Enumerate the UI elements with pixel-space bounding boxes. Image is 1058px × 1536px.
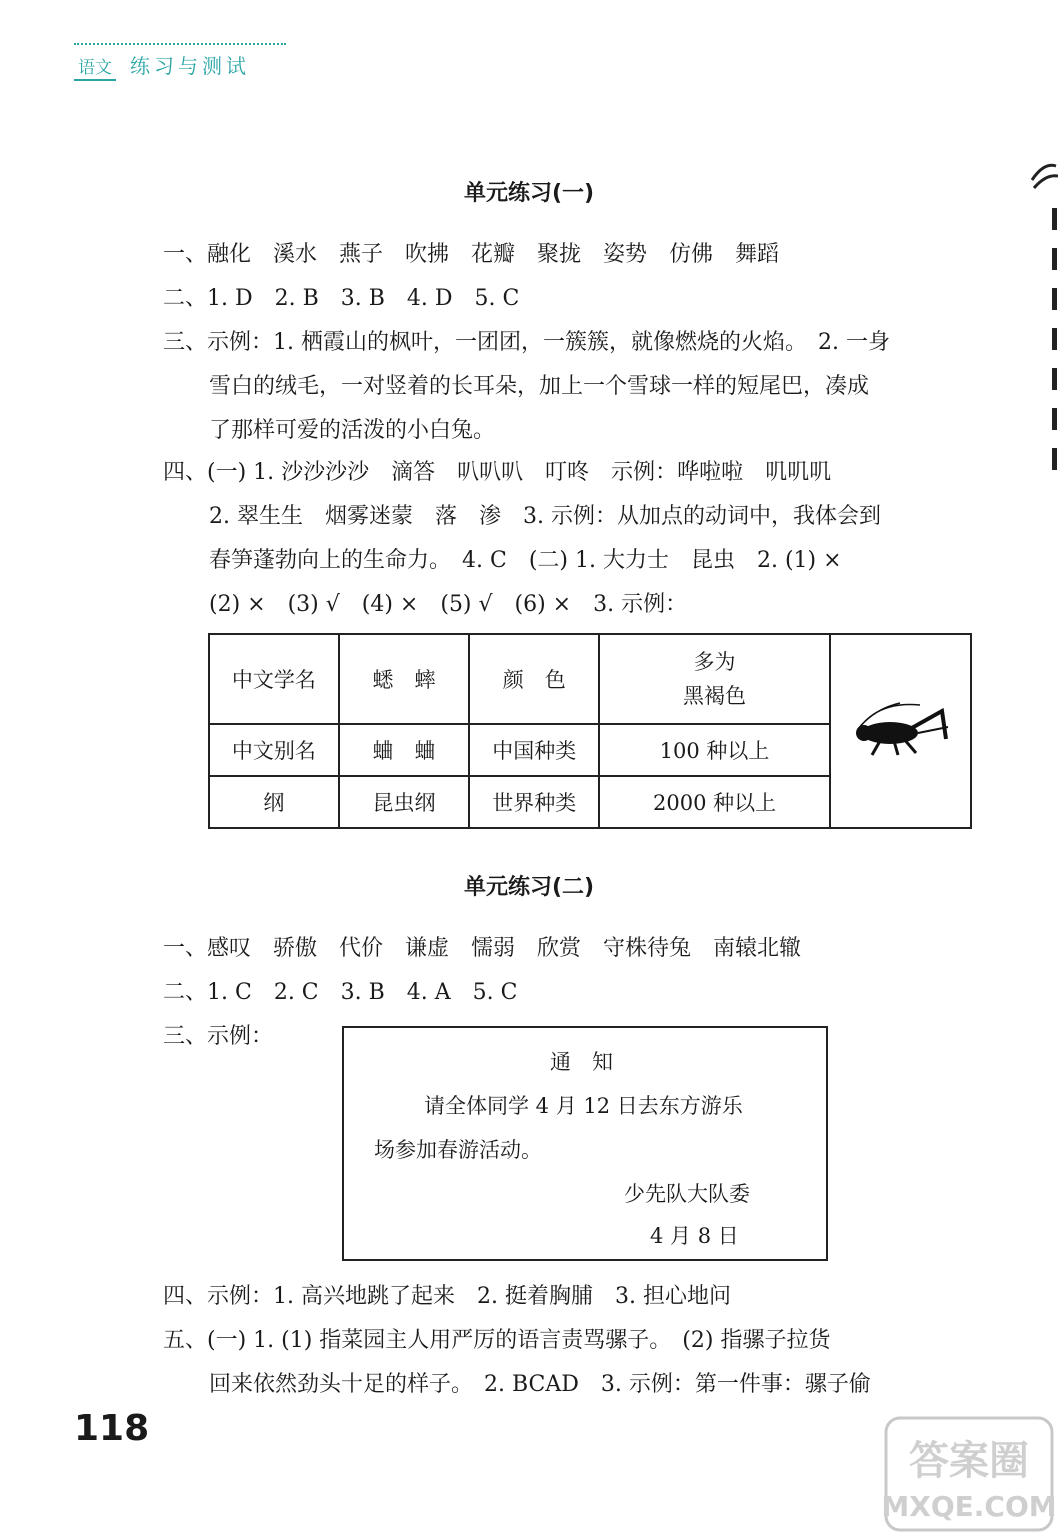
notice-title: 通 知 [550,1050,613,1074]
cricket-image-cell [830,634,971,828]
unit1-line-6: 四、(一) 1. 沙沙沙沙 滴答 叭叭叭 叮咚 示例：哗啦啦 叽叽叽 [163,460,832,485]
notice-body-1: 请全体同学 4 月 12 日去东方游乐 [424,1094,743,1118]
unit1-line-5: 了那样可爱的活泼的小白兔。 [209,418,496,443]
notice-date: 4 月 8 日 [650,1224,739,1248]
unit1-line-3: 三、示例：1. 栖霞山的枫叶，一团团，一簇簇，就像燃烧的火焰。 2. 一身 [163,330,890,355]
table-cell: 中国种类 [469,724,599,776]
unit2-line-3: 三、示例： [163,1024,274,1049]
table-cell: 多为 黑褐色 [599,634,829,724]
table-cell: 蛐 蛐 [339,724,469,776]
table-cell: 颜 色 [469,634,599,724]
unit2-line-6: 回来依然劲头十足的样子。 2. BCAD 3. 示例：第一件事：骡子偷 [209,1372,871,1397]
header-book-title: 练习与测试 [130,54,250,78]
unit2-title: 单元练习(二) [463,875,595,900]
svg-text:答案圈: 答案圈 [909,1438,1029,1484]
table-cell: 昆虫纲 [339,776,469,828]
table-cell: 中文学名 [209,634,339,724]
cricket-info-table [208,633,972,829]
unit1-line-2: 二、1. D 2. B 3. B 4. D 5. C [163,286,520,311]
cricket-illustration [850,699,950,759]
header-subject: 语文 [74,53,116,81]
table-row [209,634,971,724]
page-header [74,50,250,80]
unit1-line-8: 春笋蓬勃向上的生命力。 4. C (二) 1. 大力士 昆虫 2. (1) × [209,548,842,573]
watermark-logo [880,1412,1058,1536]
table-cell: 世界种类 [469,776,599,828]
notice-body-2: 场参加春游活动。 [374,1138,542,1162]
unit1-line-7: 2. 翠生生 烟雾迷蒙 落 渗 3. 示例：从加点的动词中，我体会到 [209,504,881,529]
table-cell: 100 种以上 [599,724,829,776]
notice-box [342,1026,828,1261]
unit1-line-1: 一、融化 溪水 燕子 吹拂 花瓣 聚拢 姿势 仿佛 舞蹈 [163,242,780,267]
unit2-line-4: 四、示例：1. 高兴地跳了起来 2. 挺着胸脯 3. 担心地问 [163,1284,731,1309]
table-cell: 纲 [209,776,339,828]
unit1-title: 单元练习(一) [463,181,595,206]
notice-signature: 少先队大队委 [624,1182,750,1206]
page-number: 118 [74,1408,150,1449]
svg-text:MXQE.COM: MXQE.COM [881,1490,1057,1523]
unit2-line-2: 二、1. C 2. C 3. B 4. A 5. C [163,980,518,1005]
unit2-line-1: 一、感叹 骄傲 代价 谦虚 懦弱 欣赏 守株待兔 南辕北辙 [163,936,802,961]
unit1-line-4: 雪白的绒毛，一对竖着的长耳朵，加上一个雪球一样的短尾巴，凑成 [209,374,870,399]
table-cell: 中文别名 [209,724,339,776]
unit1-line-9: (2) × (3) √ (4) × (5) √ (6) × 3. 示例： [209,592,688,617]
unit2-line-5: 五、(一) 1. (1) 指菜园主人用严厉的语言责骂骡子。 (2) 指骡子拉货 [163,1328,831,1353]
header-dotted-rule [74,43,286,45]
table-cell: 蟋 蟀 [339,634,469,724]
table-cell: 2000 种以上 [599,776,829,828]
